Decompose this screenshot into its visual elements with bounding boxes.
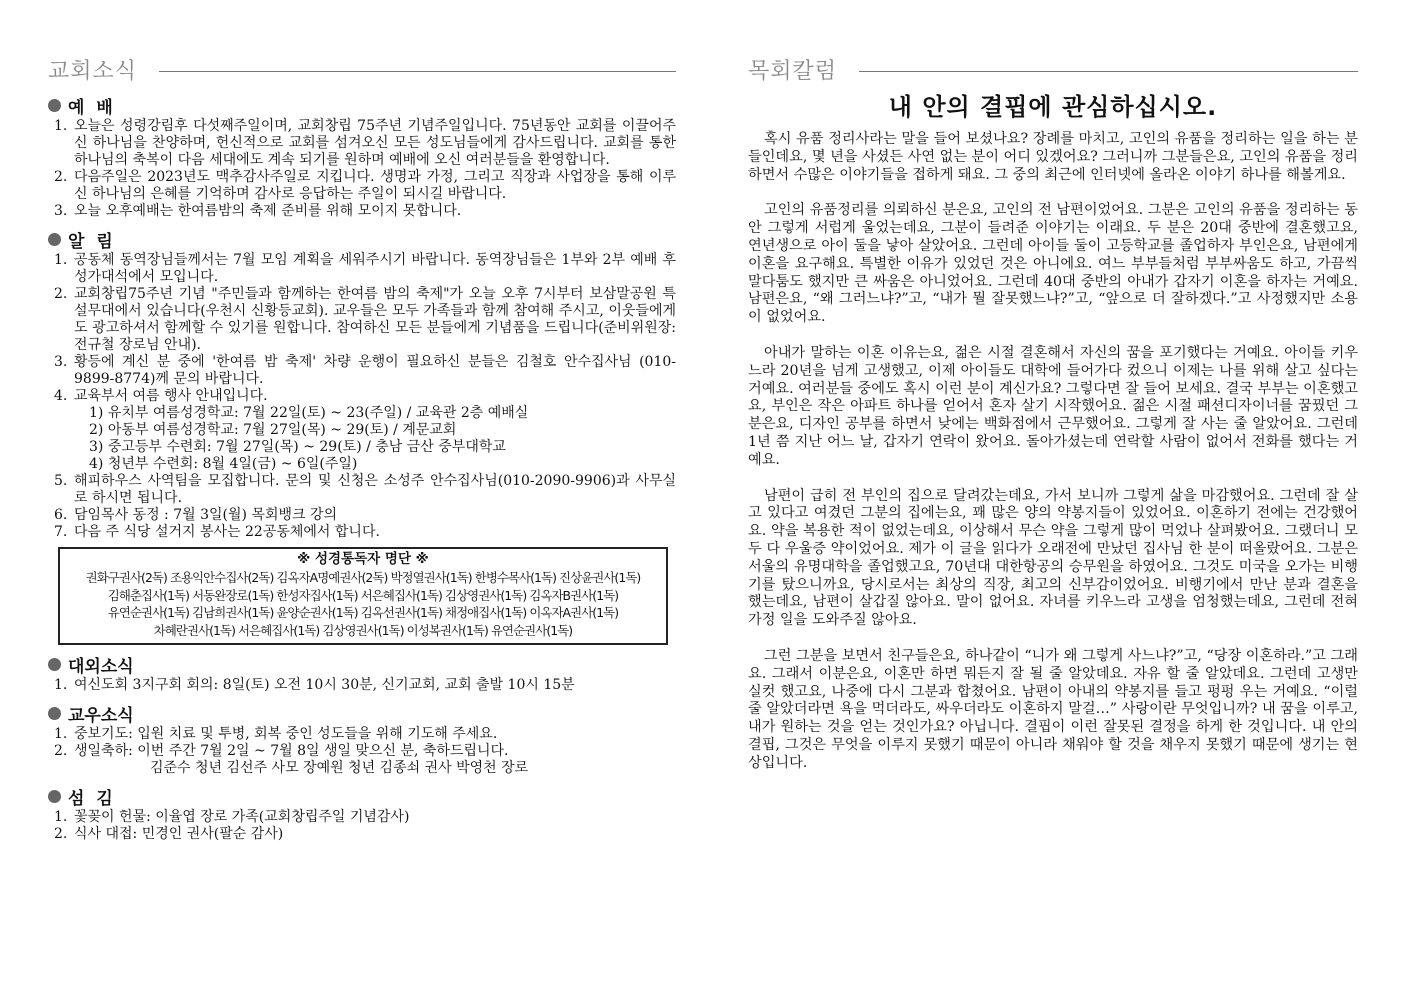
roster-line: 권화구권사(2독) 조용익안수집사(2독) 김옥자A명예권사(2독) 박정열권사(1독) 한병수목사(1독) 진상윤권사(1독) [85, 570, 641, 585]
members-news-list [48, 726, 676, 777]
roster-line: 유연순권사(1독) 김남희권사(1독) 윤양순권사(1독) 김옥선권사(1독) 채정애집사(1독) 이옥자A권사(1독) [107, 605, 619, 620]
bullet-icon [48, 790, 61, 803]
header-rule [859, 71, 1358, 72]
sub-item: 2) 아동부 여름성경학교: 7월 27일(목) ~ 29(토) / 계문교회 [89, 422, 457, 438]
column-title: 내 안의 결핍에 관심하십시오. [888, 93, 1218, 121]
list-item: 1. 공동체 동역장님들께서는 7월 모임 계획을 세워주시기 바랍니다. 동역장님들은 1부와 2부 예배 후 성가대석에서 모입니다. [54, 252, 676, 285]
bullet-icon [48, 99, 61, 112]
column-paragraph: 남편이 급히 전 부인의 집으로 달려갔는데요, 가서 보니까 그렇게 삶을 마감했어요. 그런데 잘 살고 있다고 여겼던 그분의 집에는요, 꽤 많은 양의 약봉지들이 있었어요. 이혼하기 전에는 건강했어요. 약을 복용한 적이 없었는데요, 이상해서 무슨 약을 그렇게 많이 먹었나 살펴봤어요. 그랬더니 모두 다 우울증 약이었어요. 제가 이 글을 읽다가 오래전에 만났던 집사님 한 분이 떠올랐어요. 그분은 서울의 유명대학을 졸업했고요, 70년대 대한항공의 승무원을 하였어요. 그것도 미국을 오가는 비행기를 탔으니까요, 당시로서는 최상의 직장, 최고의 신부감이었어요. 비행기에서 만난 분과 결혼을 했는데요, 남편이 살갑질 않아요. 말이 없어요. 자녀를 키우느라 고생을 엄청했는데요, 그런데 전혀 가정 일을 도와주질 않아요. [748, 487, 1358, 629]
roster-line: 김해춘집사(1독) 서동완장로(1독) 한성자집사(1독) 서은혜집사(1독) 김상영권사(1독) 김옥자B권사(1독) [107, 587, 619, 603]
list-item: 3. 오늘 오후예배는 한여름밤의 축제 준비를 위해 모이지 못합니다. [54, 203, 462, 219]
pastor-column-section-title: 목회칼럼 [748, 58, 838, 84]
header-rule [159, 71, 676, 72]
bullet-icon [48, 233, 61, 246]
service-list [48, 809, 676, 843]
worship-list [48, 118, 676, 220]
sub-item: 3) 중고등부 수련회: 7월 27일(목) ~ 29(토) / 충남 금산 중부대학교 [89, 439, 506, 455]
service-heading [48, 785, 676, 807]
external-news-heading [48, 653, 676, 675]
column-paragraph: 혹시 유품 정리사라는 말을 들어 보셨나요? 장례를 마치고, 고인의 유품을 정리하는 일을 하는 분들인데요, 몇 년을 사셨든 사연 없는 분이 어디 있겠어요? 그러니까 그분들은요, 고인의 유품을 정리하면서 수많은 이야기들을 접하게 돼요. 그 중의 최근에 인터넷에 올라온 이야기 하나를 해볼게요. [748, 131, 1358, 183]
list-item: 2. 교회창립75주년 기념 "주민들과 함께하는 한여름 밤의 축제"가 오늘 오후 7시부터 보삼말공원 특설무대에서 있습니다(우천시 신황등교회). 교우들은 모두 가족들과 함께 참여해 주시고, 이웃들에게도 광고하셔서 함께할 수 있기를 원합니다. 참여하신 모든 분들에게 기념품을 드립니다(준비위원장: 전규철 장로님 안내). [54, 286, 676, 353]
list-item: 2. 식사 대접: 민경인 권사(팔순 감사) [54, 826, 284, 842]
list-item: 1. 여신도회 3지구회 회의: 8일(토) 오전 10시 30분, 신기교회, 교회 출발 10시 15분 [54, 677, 575, 693]
worship-heading [48, 94, 676, 116]
bullet-icon [48, 658, 61, 671]
church-news-header [48, 52, 676, 86]
pastor-column [748, 52, 1358, 791]
list-item: 1. 오늘은 성령강림후 다섯째주일이며, 교회창립 75주년 기념주일입니다. 75년동안 교회를 이끌어주신 하나님을 찬양하며, 헌신적으로 교회를 섬겨오신 모든 성도님들에게 감사드립니다. 교회를 통한 하나님의 축복이 다음 세대에도 계속 되기를 원하며 예배에 오신 여러분들을 환영합니다. [54, 118, 676, 168]
list-item: 7. 다음 주 식당 설거지 봉사는 22공동체에서 합니다. [54, 524, 380, 540]
column-paragraph: 아내가 말하는 이혼 이유는요, 젊은 시절 결혼해서 자신의 꿈을 포기했다는 거예요. 아이들 키우느라 20년을 넘게 고생했고, 이제 아이들도 대학에 들어가다 컸으니 이제는 나를 위해 살고 싶다는 거예요. 여러분들 중에도 혹시 이런 분이 계신가요? 그렇다면 잘 들어 보세요. 결국 부부는 이혼했고요, 부인은 작은 아파트 하나를 얻어서 혼자 살기 시작했어요. 젊은 시절 패션디자이너를 꿈꿨던 그분은요, 디자인 공부를 하면서 낮에는 백화점에서 근무했어요. 그렇게 잘 사는 줄 알았어요. 그런데 1년 쯤 지난 어느 날, 갑자기 연락이 왔어요. 돌아가셨는데 연락할 사람이 없어서 전화를 했다는 거예요. [748, 344, 1358, 468]
sub-item: 1) 유치부 여름성경학교: 7월 22일(토) ~ 23(주일) / 교육관 2층 예배실 [89, 405, 529, 421]
bullet-icon [48, 707, 61, 720]
birthday-names: 김준수 청년 김선주 사모 장예원 청년 김종쇠 권사 박영천 장로 [150, 760, 529, 776]
list-item: 1. 중보기도: 입원 치료 및 투병, 회복 중인 성도들을 위해 기도해 주세요. [54, 726, 498, 742]
list-item: 6. 담임목사 동정 : 7월 3일(월) 목회뱅크 강의 [54, 507, 338, 523]
pastor-column-header [748, 52, 1358, 86]
external-news-title: 대외소식 [68, 656, 134, 677]
worship-title: 예 배 [68, 97, 116, 118]
list-item: 2. 생일축하: 이번 주간 7월 2일 ~ 7월 8일 생일 맞으신 분, 축하드립니다. 김준수 청년 김선주 사모 장예원 청년 김종쇠 권사 박영천 장로 [54, 743, 676, 777]
sub-item: 4) 청년부 수련회: 8월 4일(금) ~ 6일(주일) [89, 456, 358, 472]
list-item: 2. 다음주일은 2023년도 맥추감사주일로 지킵니다. 생명과 가정, 그리고 직장과 사업장을 통해 이루신 하나님의 은혜를 기억하며 감사로 응답하는 주일이 되시길 바랍니다. [54, 169, 676, 202]
service-title: 섬 김 [68, 788, 116, 809]
notices-heading [48, 228, 676, 250]
column-paragraph: 그런 그분을 보면서 친구들은요, 하나같이 “니가 왜 그렇게 사느냐?”고, “당장 이혼하라.”고 그래요. 그래서 이분은요, 이혼만 하면 뭐든지 잘 될 줄 알았데요. 자유 할 줄 알았데요. 그런데 고생만 실컷 했고요, 나중에 다시 그분과 합쳤어요. 남편이 아내의 약봉지를 들고 펑펑 우는 거예요. “이럴 줄 알았더라면 욕을 먹더라도, 싸우더라도 이혼하지 말걸…” 사랑이란 무엇입니까? 내 꿈을 이루고, 내가 원하는 것을 얻는 것인가요? 아닙니다. 결핍이 이런 잘못된 결정을 하게 한 것입니다. 내 안의 결핍, 그것은 무엇을 이루지 못했기 때문이 아니라 채워야 할 것을 채우지 못했기 때문에 생기는 현상입니다. [748, 647, 1358, 771]
church-news-title: 교회소식 [48, 58, 138, 84]
church-news-column [48, 52, 676, 843]
members-news-title: 교우소식 [68, 705, 134, 726]
members-news-heading [48, 702, 676, 724]
external-news-list [48, 677, 676, 694]
bible-reading-roster-box [58, 547, 668, 645]
roster-line: 차혜란권사(1독) 서은혜집사(1독) 김상영권사(1독) 이성복권사(1독) 유연순권사(1독) [153, 622, 573, 638]
column-paragraph: 고인의 유품정리를 의뢰하신 분은요, 고인의 전 남편이었어요. 그분은 고인의 유품을 정리하는 동안 그렇게 서럽게 울었는데요, 그분이 들려준 이야기는 이래요. 두 분은 20대 중반에 결혼했고요, 연년생으로 아이 둘을 낳아 살았어요. 그런데 아이들 둘이 고등학교를 졸업하자 부인은요, 남편에게 이혼을 요구해요. 특별한 이유가 있었던 것은 아니에요. 여느 부부들처럼 부부싸움도 하고, 가끔씩 말다툼도 했지만 큰 싸움은 아니었어요. 그런데 40대 중반의 아내가 갑자기 이혼을 하자는 거예요. 남편은요, “왜 그러느냐?”고, “내가 뭘 잘못했느냐?”고, “앞으로 더 잘하겠다.”고 사정했지만 소용이 없었어요. [748, 202, 1358, 326]
roster-title: ※ 성경통독자 명단 ※ [297, 551, 429, 567]
notices-list [48, 252, 676, 541]
notices-title: 알 림 [68, 231, 116, 252]
list-item: 3. 황등에 계신 분 중에 '한여름 밤 축제' 차량 운행이 필요하신 분들은 김철호 안수집사님 (010-9899-8774)께 문의 바랍니다. [54, 354, 676, 387]
list-item: 5. 해피하우스 사역팀을 모집합니다. 문의 및 신청은 소성주 안수집사님(010-2090-9906)과 사무실로 하시면 됩니다. [54, 473, 676, 506]
list-item: 4. 교육부서 여름 행사 안내입니다. 1) 유치부 여름성경학교: 7월 22일(토) ~ 23(주일) / 교육관 2층 예배실 2) 아동부 여름성경학교: 7월 27일(목) ~ 29(토) / 계문교회 3) 중고등부 수련회: 7월 27일(목) ~ 29(토) / 충남 금산 중부대학교 4) 청년부 수련회: 8월 4일(금) ~ 6일(주일) [54, 388, 676, 473]
list-item: 1. 꽃꽂이 헌물: 이율엽 장로 가족(교회창립주일 기념감사) [54, 809, 410, 825]
